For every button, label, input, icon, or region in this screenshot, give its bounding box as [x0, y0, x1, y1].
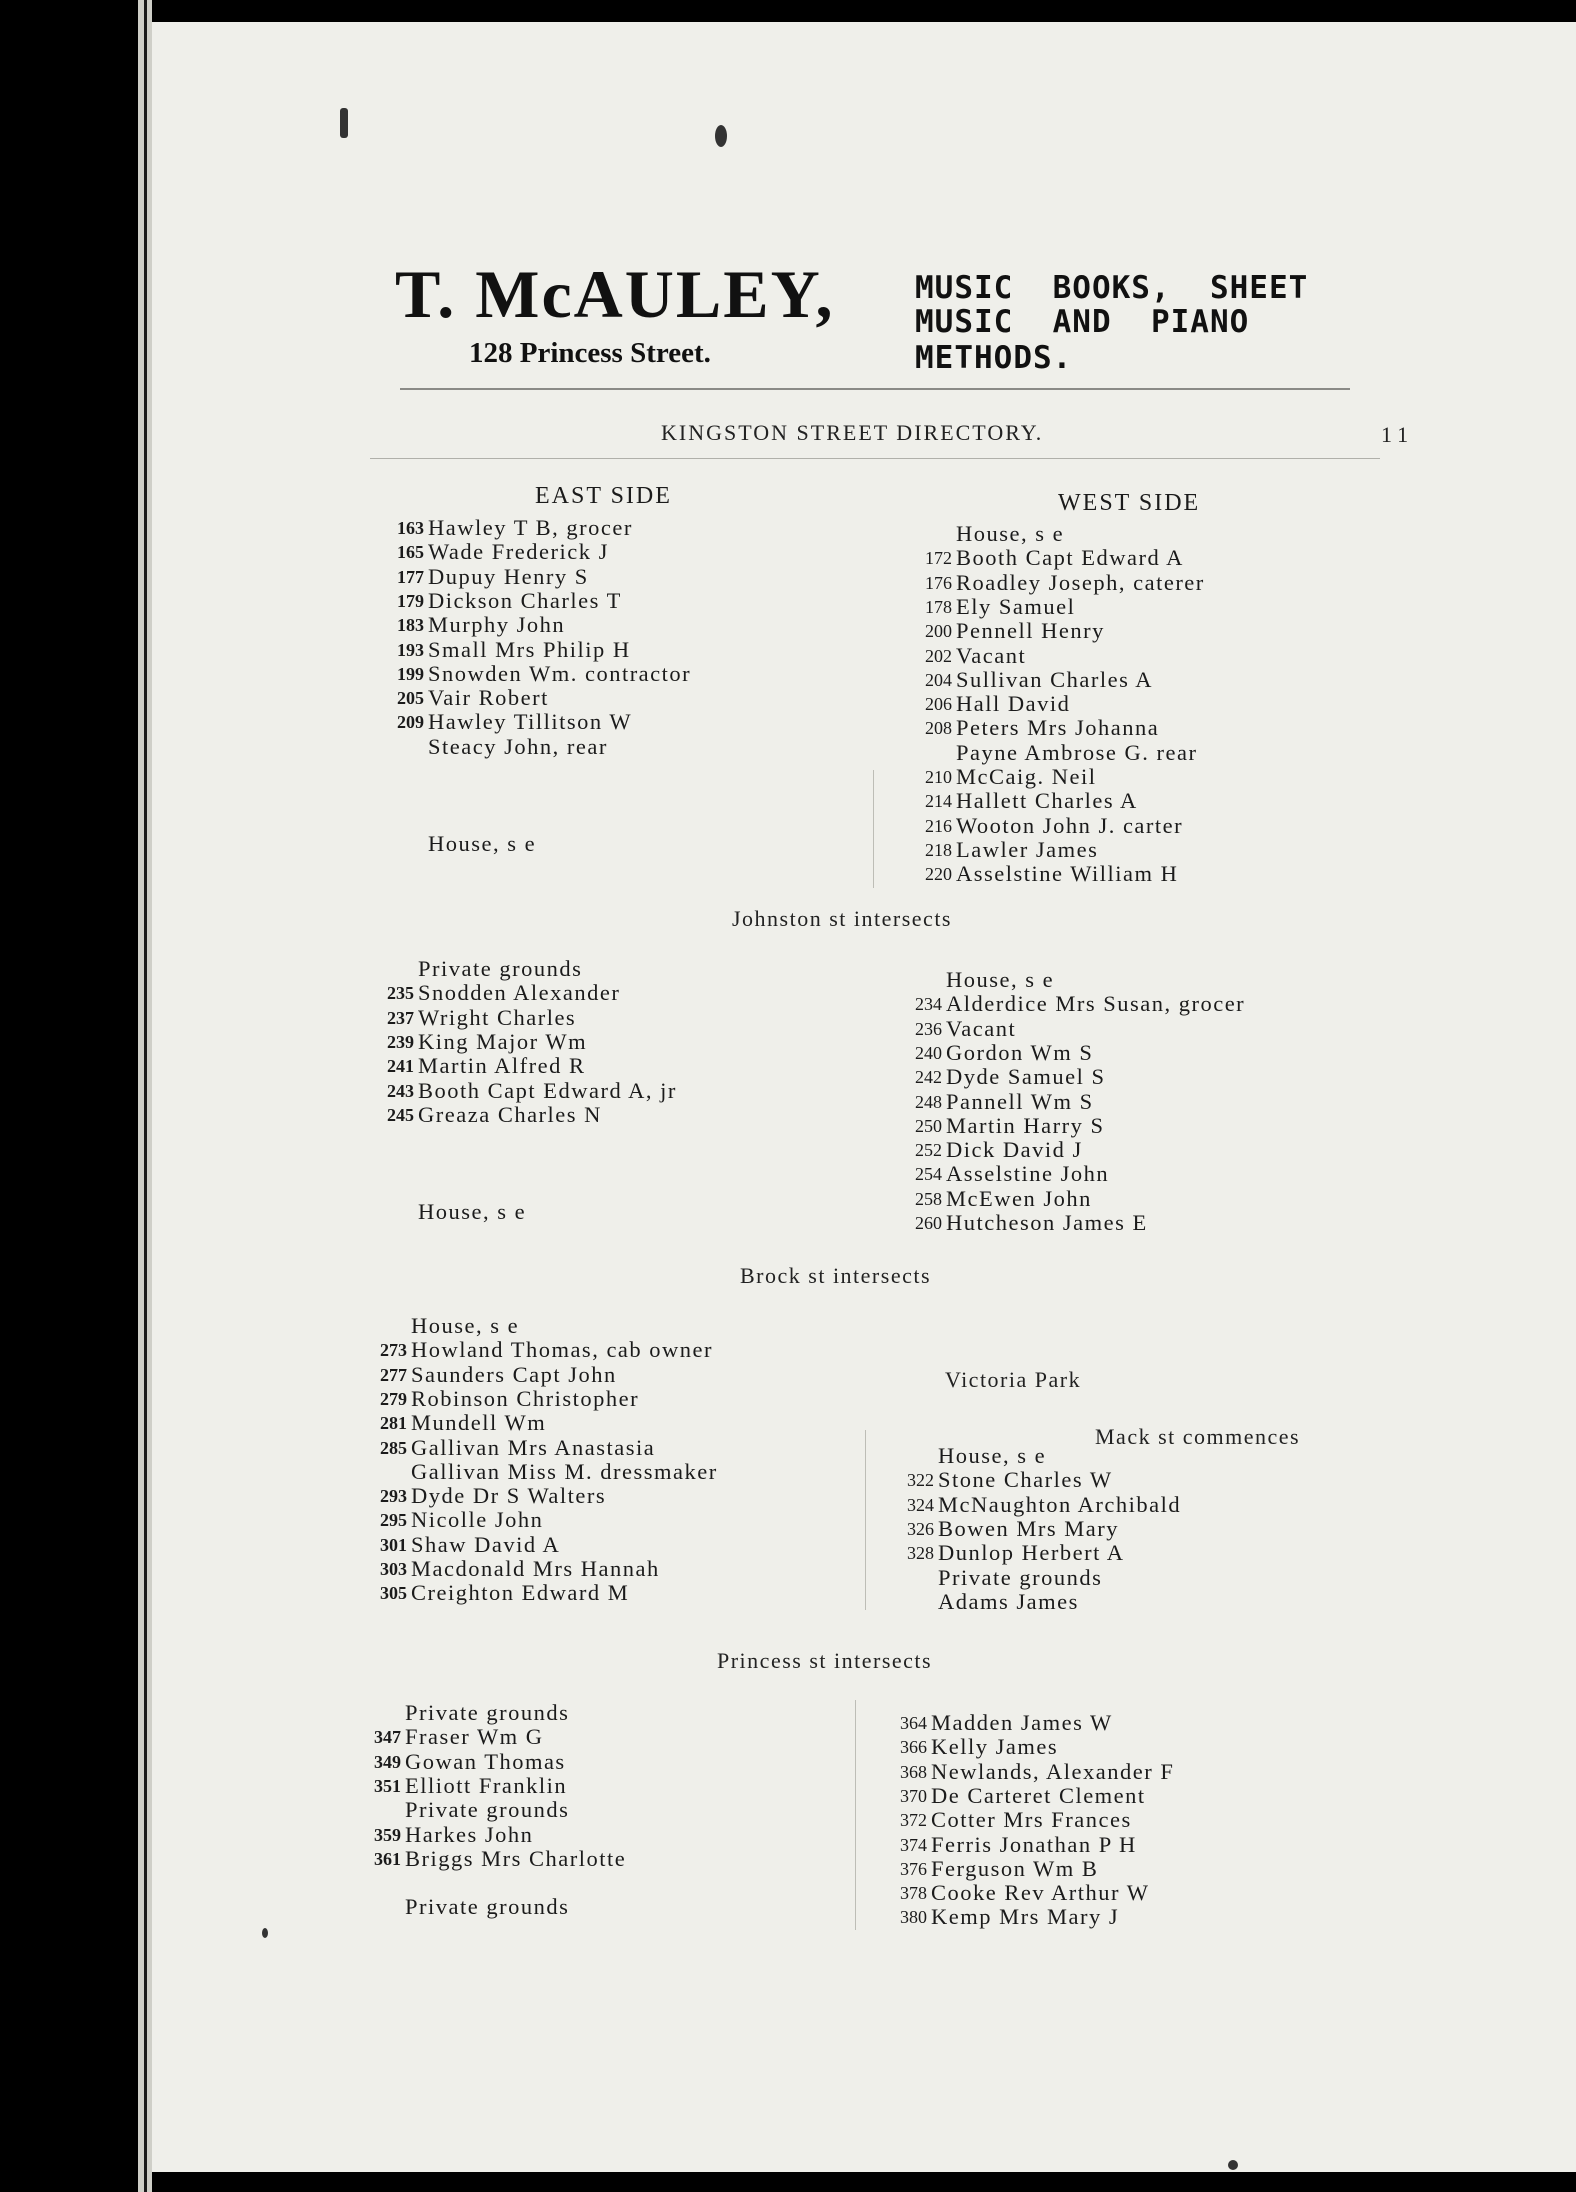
house-number: 372	[900, 1810, 927, 1831]
house-number: 349	[374, 1751, 401, 1772]
resident-name: Vacant	[956, 642, 1027, 668]
resident-name: Sullivan Charles A	[956, 666, 1153, 692]
resident-name: Stone Charles W	[938, 1467, 1113, 1493]
resident-name: Payne Ambrose G. rear	[956, 739, 1198, 765]
resident-name: Robinson Christopher	[411, 1385, 640, 1411]
resident-name: Mundell Wm	[411, 1410, 547, 1436]
house-number: 163	[397, 518, 424, 538]
resident-name: Small Mrs Philip H	[428, 636, 631, 662]
house-number: 376	[900, 1858, 927, 1879]
resident-name: Steacy John, rear	[428, 733, 608, 759]
ad-divider	[400, 388, 1350, 390]
resident-name: Hallett Charles A	[956, 788, 1138, 814]
ad-merchant-name: T. McAULEY,	[395, 256, 835, 332]
house-number: 216	[925, 815, 952, 836]
resident-name: Shaw David A	[411, 1531, 561, 1557]
house-number: 248	[915, 1091, 942, 1112]
resident-name: Madden James W	[931, 1710, 1113, 1735]
ink-blot	[715, 125, 727, 147]
house-number: 279	[380, 1388, 407, 1409]
ad-line-2: MUSIC AND PIANO	[915, 304, 1250, 340]
resident-name: Wooton John J. carter	[956, 812, 1184, 838]
house-number: 199	[397, 663, 424, 684]
house-number: 359	[374, 1824, 401, 1845]
house-number: 205	[397, 688, 424, 709]
resident-name: Asselstine John	[946, 1161, 1110, 1187]
house-number: 293	[380, 1486, 407, 1507]
resident-name: Private grounds	[405, 1894, 570, 1920]
resident-name: Wright Charles	[418, 1004, 577, 1030]
house-number: 183	[397, 615, 424, 636]
house-number: 172	[925, 548, 952, 569]
resident-name: McCaig. Neil	[956, 764, 1097, 789]
house-number: 204	[925, 669, 952, 690]
resident-name: Hutcheson James E	[946, 1210, 1148, 1235]
house-number: 364	[900, 1713, 927, 1733]
house-number: 250	[915, 1115, 942, 1136]
resident-name: Private grounds	[405, 1797, 570, 1823]
resident-name: Nicolle John	[411, 1507, 544, 1533]
resident-name: Hawley Tillitson W	[428, 709, 633, 735]
resident-name: Gowan Thomas	[405, 1748, 566, 1774]
resident-name: Vair Robert	[428, 685, 549, 711]
street-note: Victoria Park	[945, 1367, 1082, 1392]
resident-name: Harkes John	[405, 1821, 534, 1847]
house-number: 380	[900, 1907, 927, 1928]
resident-name: Adams James	[938, 1588, 1079, 1614]
street-intersection: Johnston st intersects	[732, 906, 952, 931]
resident-name: Cooke Rev Arthur W	[931, 1880, 1150, 1906]
binding-shadow	[144, 0, 147, 2192]
resident-name: Howland Thomas, cab owner	[411, 1337, 714, 1363]
resident-name: House, s e	[946, 967, 1055, 992]
resident-name: Murphy John	[428, 612, 566, 638]
house-number: 368	[900, 1761, 927, 1782]
street-intersection: Brock st intersects	[740, 1263, 932, 1288]
house-number: 281	[380, 1413, 407, 1434]
house-number: 236	[915, 1018, 942, 1039]
house-number: 209	[397, 712, 424, 733]
house-number: 324	[907, 1494, 934, 1515]
resident-name: Private grounds	[938, 1564, 1103, 1590]
resident-name: Asselstine William H	[956, 861, 1179, 887]
house-number: 273	[380, 1340, 407, 1361]
ad-line-3: METHODS.	[915, 340, 1073, 376]
ink-blot	[1228, 2160, 1238, 2170]
house-number: 378	[900, 1883, 927, 1904]
resident-name: Roadley Joseph, caterer	[956, 569, 1205, 595]
running-header: KINGSTON STREET DIRECTORY.	[661, 420, 1044, 445]
house-number: 277	[380, 1364, 407, 1385]
house-number: 351	[374, 1775, 401, 1796]
house-number: 235	[387, 983, 414, 1004]
house-number: 370	[900, 1785, 927, 1806]
resident-name: Kemp Mrs Mary J	[931, 1904, 1120, 1930]
house-number: 206	[925, 694, 952, 715]
resident-name: Kelly James	[931, 1734, 1059, 1760]
header-divider	[370, 458, 1380, 459]
house-number: 322	[907, 1470, 934, 1491]
ad-line-1: MUSIC BOOKS, SHEET	[915, 270, 1309, 306]
resident-name: House, s e	[956, 521, 1065, 546]
house-number: 347	[374, 1727, 401, 1748]
resident-name: Snodden Alexander	[418, 980, 621, 1006]
resident-name: Dunlop Herbert A	[938, 1540, 1125, 1566]
resident-name: Bowen Mrs Mary	[938, 1515, 1119, 1541]
house-number: 241	[387, 1056, 414, 1077]
house-number: 242	[915, 1067, 942, 1088]
resident-name: Alderdice Mrs Susan, grocer	[946, 991, 1246, 1017]
house-number: 200	[925, 621, 952, 642]
resident-name: Booth Capt Edward A, jr	[418, 1077, 677, 1103]
resident-name: Ferguson Wm B	[931, 1855, 1099, 1881]
house-number: 218	[925, 839, 952, 860]
resident-name: Dupuy Henry S	[428, 563, 589, 589]
column-divider	[855, 1700, 856, 1930]
resident-name: Private grounds	[405, 1700, 570, 1725]
house-number: 374	[900, 1834, 927, 1855]
resident-name: Macdonald Mrs Hannah	[411, 1556, 660, 1581]
house-number: 220	[925, 864, 952, 885]
resident-name: Gallivan Mrs Anastasia	[411, 1434, 656, 1460]
resident-name: Gallivan Miss M. dressmaker	[411, 1458, 718, 1484]
resident-name: Dickson Charles T	[428, 587, 622, 613]
house-number: 245	[387, 1104, 414, 1125]
ink-blot	[262, 1928, 268, 1938]
resident-name: Ely Samuel	[956, 593, 1076, 619]
resident-name: House, s e	[418, 1199, 527, 1224]
resident-name: Fraser Wm G	[405, 1724, 544, 1750]
resident-name: Creighton Edward M	[411, 1580, 630, 1606]
house-number: 208	[925, 718, 952, 739]
house-number: 176	[925, 572, 952, 593]
house-number: 258	[915, 1188, 942, 1209]
resident-name: Greaza Charles N	[418, 1101, 602, 1127]
scanned-page: T. McAULEY, 128 Princess Street. MUSIC BOOKS, SHEET MUSIC AND PIANO METHODS. KINGSTON STREET DIRECTORY. 11 EAST SIDE WEST SIDE 163 Hawley T B, grocer 165 Wade Frederick J 177 Dupuy Henry S 179 Dickson Charles T 183 Murphy John 193 Small Mrs Philip H 199 Snowden Wm. contractor 205 Vair Robert 209 Hawley Tillitson W Steacy John, rear House, s e House, s e 172 Booth Capt Edward A 176 Roadley Joseph, caterer 178 Ely Samuel 200 Pennell Henry 202 Vacant 204 Sullivan Charles A 206 Hall David 208 Peters Mrs Johanna Payne Ambrose G. rear 210 McCaig. Neil 214 Hallett Charles A 216 Wooton John J. carter 218 Lawler James 220 Asselstine William H Johnston st intersects Private grounds 235 Snodden Alexander 237 Wright Charles 239 King Major Wm 241 Martin Alfred R 243 Booth Capt Edward A, jr 245 Greaza Charles N House, s e House, s e 234 Alderdice Mrs Susan, grocer 236 Vacant 240 Gordon Wm S 242 Dyde Samuel S 248 Pannell Wm S 250 Martin Harry S 252 Dick David J 254 Asselstine John 258 McEwen John 260 Hutcheson James E Brock st intersects House, s e 273 Howland Thomas, cab owner 277 Saunders Capt John 279 Robinson Christopher 281 Mundell Wm 285 Gallivan Mrs Anastasia Gallivan Miss M. dressmaker 293 Dyde Dr S Walters 295 Nicolle John 301 Shaw David A 303 Macdonald Mrs Hannah 305 Creighton Edward M House, s e 322 Stone Charles W 324 McNaughton Archibald 326 Bowen Mrs Mary 328 Dunlop Herbert A Private grounds Adams James Victoria Park Mack st commences Princess st intersects Private grounds 347 Fraser Wm G 349 Gowan Thomas 351 Elliott Franklin Private grounds 359 Harkes John 361 Briggs Mrs Charlotte Private grounds 364 Madden James W 366 Kelly James 368 Newlands, Alexander F 370 De Carteret Clement 372 Cotter Mrs Frances 374 Ferris Jonathan P H 376 Ferguson Wm B 378 Cooke Rev Arthur W 380 Kemp Mrs Mary J	[0, 0, 1576, 2192]
house-number: 179	[397, 590, 424, 611]
resident-name: Elliott Franklin	[405, 1772, 568, 1798]
resident-name: Martin Harry S	[946, 1112, 1105, 1138]
resident-name: Hall David	[956, 691, 1071, 717]
house-number: 301	[380, 1534, 407, 1555]
resident-name: Briggs Mrs Charlotte	[405, 1845, 627, 1871]
house-number: 328	[907, 1543, 934, 1564]
house-number: 254	[915, 1164, 942, 1185]
resident-name: Peters Mrs Johanna	[956, 715, 1160, 741]
house-number: 243	[387, 1080, 414, 1101]
resident-name: Booth Capt Edward A	[956, 545, 1184, 571]
house-number: 366	[900, 1737, 927, 1758]
house-number: 178	[925, 596, 952, 617]
house-number: 260	[915, 1213, 942, 1233]
house-number: 193	[397, 639, 424, 660]
advertisement	[395, 255, 1385, 375]
house-number: 165	[397, 542, 424, 563]
house-number: 285	[380, 1437, 407, 1458]
resident-name: Snowden Wm. contractor	[428, 660, 692, 686]
house-number: 237	[387, 1007, 414, 1028]
resident-name: Hawley T B, grocer	[428, 515, 633, 540]
resident-name: Gordon Wm S	[946, 1039, 1094, 1065]
resident-name: De Carteret Clement	[931, 1782, 1146, 1808]
ad-address: 128 Princess Street.	[469, 337, 711, 369]
resident-name: Dyde Samuel S	[946, 1064, 1106, 1090]
house-number: 361	[374, 1848, 401, 1869]
page-number: 11	[1381, 422, 1415, 447]
column-divider	[865, 1430, 866, 1610]
house-number: 240	[915, 1042, 942, 1063]
ink-blot	[340, 108, 348, 138]
house-number: 210	[925, 767, 952, 787]
resident-name: Dick David J	[946, 1137, 1083, 1163]
resident-name: Lawler James	[956, 836, 1099, 862]
resident-name: Pannell Wm S	[946, 1088, 1094, 1114]
street-intersection: Princess st intersects	[717, 1648, 933, 1673]
resident-name: Cotter Mrs Frances	[931, 1807, 1132, 1833]
house-number: 303	[380, 1559, 407, 1579]
resident-name: Newlands, Alexander F	[931, 1758, 1175, 1784]
resident-name: King Major Wm	[418, 1028, 588, 1054]
house-number: 252	[915, 1140, 942, 1161]
resident-name: Wade Frederick J	[428, 539, 609, 565]
column-divider	[873, 770, 874, 888]
resident-name: House, s e	[938, 1443, 1047, 1468]
resident-name: Ferris Jonathan P H	[931, 1831, 1137, 1857]
resident-name: Private grounds	[418, 956, 583, 981]
resident-name: McEwen John	[946, 1185, 1092, 1211]
resident-name: McNaughton Archibald	[938, 1491, 1182, 1517]
resident-name: Pennell Henry	[956, 618, 1105, 644]
resident-name: Dyde Dr S Walters	[411, 1483, 607, 1509]
resident-name: Vacant	[946, 1015, 1017, 1041]
street-note: Mack st commences	[1095, 1424, 1301, 1449]
resident-name: Saunders Capt John	[411, 1361, 617, 1387]
resident-name: Martin Alfred R	[418, 1053, 586, 1079]
house-number: 326	[907, 1518, 934, 1539]
house-number: 177	[397, 566, 424, 587]
resident-name: House, s e	[428, 830, 537, 856]
house-number: 214	[925, 791, 952, 812]
house-number: 202	[925, 645, 952, 666]
resident-name: House, s e	[411, 1313, 520, 1338]
house-number: 305	[380, 1583, 407, 1604]
house-number: 234	[915, 994, 942, 1015]
house-number: 239	[387, 1031, 414, 1052]
house-number: 295	[380, 1510, 407, 1531]
